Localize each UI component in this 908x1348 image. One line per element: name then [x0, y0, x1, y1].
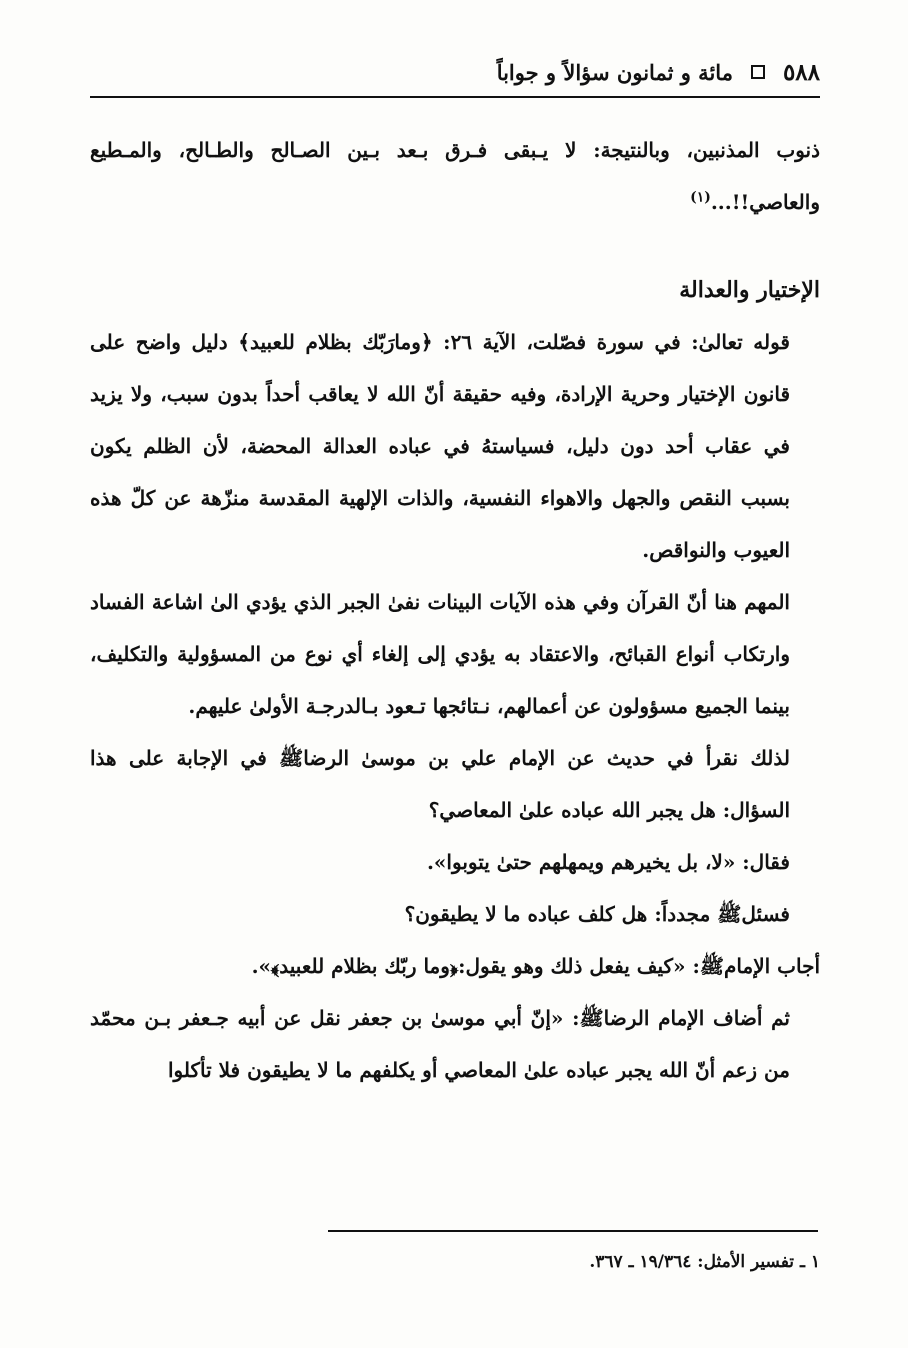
page-number: ٥٨٨ — [782, 58, 820, 86]
footnote: ١ ـ تفسير الأمثل: ١٩/٣٦٤ ـ ٣٦٧. — [589, 1252, 820, 1272]
section-heading: الإختيار والعدالة — [679, 277, 820, 303]
paragraph: لذلك نقرأ في حديث عن الإمام علي بن موسىٰ الرضاﷺ في الإجابة على هذا السؤال: هل يجبر الله عباده علىٰ المعاصي؟ — [90, 746, 790, 822]
paragraph: قوله تعالىٰ: في سورة فصّلت، الآية ٢٦: ﴿ومارَبّك بظلام للعبيد﴾ دليل واضح على قانون الإختيار وحرية الإرادة، وفيه حقيقة أنّ الله لا يعاقب أحداً بدون سبب، ولا يزيد في عقاب أحد دون دليل، فسياستهُ في عباده العدالة المحضة، لأن الظلم يكون بسبب النقص والجهل والاهواء النفسية، والذات الإلهية المقدسة منزّهة عن كلّ هذه العيوب والنواقص. — [90, 330, 790, 562]
paragraph: فقال: «لا، بل يخيرهم ويمهلهم حتىٰ يتوبوا». — [426, 850, 790, 874]
footnote-divider — [328, 1230, 818, 1232]
paragraph: ثم أضاف الإمام الرضاﷺ: «إنّ أبي موسىٰ بن جعفر نقل عن أبيه جـعفر بـن محمّد من زعم أنّ الله يجبر عباده علىٰ المعاصي أو يكلفهم ما لا يطيقون فلا تأكلوا — [90, 1006, 790, 1082]
paragraph-text: ذنوب المذنبين، وبالنتيجة: لا يـبقى فـرق بـعد بـين الصـالح والطـالح، والمـطيع والعاصي!!... — [90, 138, 820, 214]
paragraph: أجاب الإمامﷺ: «كيف يفعل ذلك وهو يقول:﴿وما ربّك بظلام للعبيد﴾». — [251, 954, 820, 978]
paragraph: المهم هنا أنّ القرآن وفي هذه الآيات البينات نفىٰ الجبر الذي يؤدي الىٰ اشاعة الفساد وارتكاب أنواع القبائح، والاعتقاد به يؤدي إلى إلغاء أي نوع من المسؤولية والتكليف، بينما الجميع مسؤولون عن أعمالهم، نـتائجها تـعود بـالدرجـة الأولىٰ عليهم. — [90, 590, 790, 718]
footnote-reference[interactable]: (١) — [690, 189, 711, 206]
header-divider — [90, 96, 820, 98]
page-body — [90, 124, 820, 1096]
paragraph: فسئلﷺ مجدداً: هل كلف عباده ما لا يطيقون؟ — [404, 902, 790, 926]
page-header — [90, 52, 820, 92]
paragraph — [90, 124, 820, 228]
book-title: مائة و ثمانون سؤالاً و جواباً — [496, 59, 733, 85]
square-ornament-icon — [751, 65, 765, 79]
